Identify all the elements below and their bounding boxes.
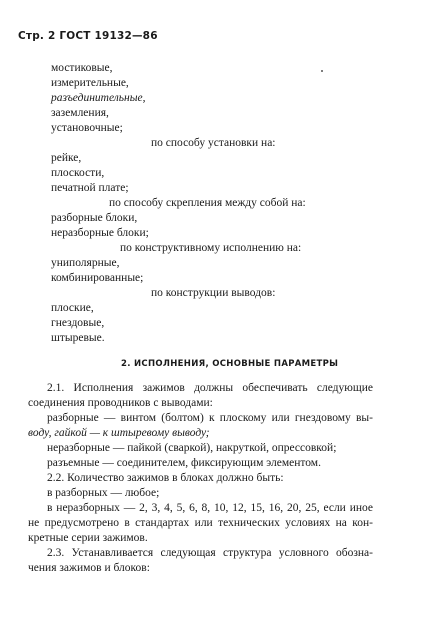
speck <box>321 70 323 72</box>
body-line: соединения проводников с выводами: <box>28 397 213 409</box>
list-line: мостиковые, <box>51 62 113 74</box>
body-line: чения зажимов и блоков: <box>28 562 150 574</box>
list-subheading: по способу скрепления между собой на: <box>109 197 306 209</box>
body-line: в неразборных — 2, 3, 4, 5, 6, 8, 10, 12, 15, 16, 20, 25, если иное <box>47 502 373 514</box>
list-line: плоские, <box>51 302 94 314</box>
body-line: 2.1. Исполнения зажимов должны обеспечивать следующие <box>47 382 373 394</box>
list-line: рейке, <box>51 152 82 164</box>
list-line: разъединительные, <box>51 92 146 104</box>
body-line: кретные серии зажимов. <box>28 532 148 544</box>
body-line: неразборные — пайкой (сваркой), накруткой, опрессовкой; <box>47 442 337 454</box>
body-line: разъемные — соединителем, фиксирующим элементом. <box>47 457 321 469</box>
list-subheading: по способу установки на: <box>151 137 276 149</box>
list-line: гнездовые, <box>51 317 105 329</box>
list-subheading: по конструкции выводов: <box>151 287 276 299</box>
list-line: неразборные блоки; <box>51 227 149 239</box>
list-subheading: по конструктивному исполнению на: <box>120 242 302 254</box>
list-line: униполярные, <box>51 257 120 269</box>
section-title: 2. ИСПОЛНЕНИЯ, ОСНОВНЫЕ ПАРАМЕТРЫ <box>121 359 339 369</box>
list-line: разборные блоки, <box>51 212 138 224</box>
body-line: воду, гайкой — к штыревому выводу; <box>28 427 210 439</box>
page-header: Стр. 2 ГОСТ 19132—86 <box>18 30 158 42</box>
body-line: не предусмотрено в стандартах или технических условиях на кон- <box>28 517 373 529</box>
list-line: установочные; <box>51 122 123 134</box>
list-line: заземления, <box>51 107 109 119</box>
list-line: комбинированные; <box>51 272 144 284</box>
list-line: измерительные, <box>51 77 129 89</box>
body-line: 2.3. Устанавливается следующая структура условного обозна- <box>47 547 373 559</box>
list-line: печатной плате; <box>51 182 129 194</box>
list-line: штыревые. <box>51 332 105 344</box>
body-line: 2.2. Количество зажимов в блоках должно быть: <box>47 472 284 484</box>
body-line: разборные — винтом (болтом) к плоскому или гнездовому вы- <box>47 412 373 424</box>
body-line: в разборных — любое; <box>47 487 160 499</box>
list-line: плоскости, <box>51 167 105 179</box>
